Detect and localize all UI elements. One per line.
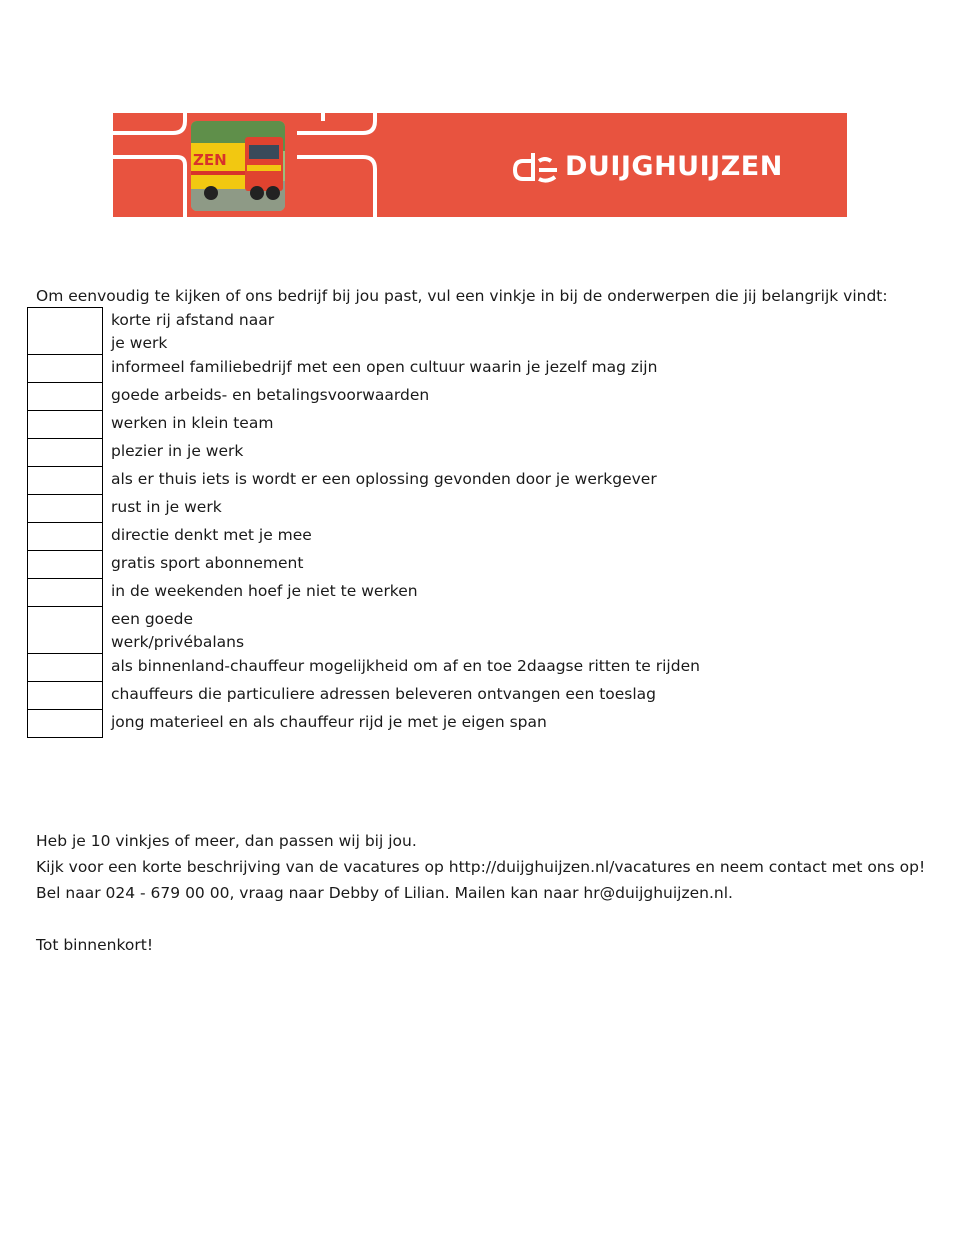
checklist-item — [27, 550, 700, 579]
checklist-item-label: goede arbeids- en betalingsvoorwaarden — [111, 386, 430, 404]
checklist-item-label: chauffeurs die particuliere adressen beleveren ontvangen een toeslag — [111, 685, 657, 703]
checklist-item-label: korte rij afstand naar je werk — [111, 311, 275, 352]
checklist-item — [27, 578, 700, 607]
footer-closing: Tot binnenkort! — [36, 936, 154, 954]
checkbox[interactable] — [27, 578, 103, 607]
truck-photo — [191, 121, 285, 211]
checklist-item — [27, 522, 700, 551]
footer-spacer — [36, 906, 925, 932]
checklist-item-label: in de weekenden hoef je niet te werken — [111, 582, 418, 600]
checkbox[interactable] — [27, 410, 103, 439]
checklist-item — [27, 681, 700, 710]
checklist-item-label: plezier in je werk — [111, 442, 244, 460]
logo-wordmark: DUIJGHUIJZEN — [565, 150, 783, 182]
checklist-item-label: als binnenland-chauffeur mogelijkheid om af en toe 2daagse ritten te rijden — [111, 657, 700, 675]
footer-line-contact: Bel naar 024 - 679 00 00, vraag naar Debby of Lilian. Mailen kan naar hr@duijghuijzen.nl. — [36, 884, 733, 902]
checklist-item-label: jong materieel en als chauffeur rijd je met je eigen span — [111, 713, 547, 731]
checkbox[interactable] — [27, 438, 103, 467]
checkbox[interactable] — [27, 653, 103, 682]
checklist-item — [27, 410, 700, 439]
checkbox[interactable] — [27, 606, 103, 654]
checkbox[interactable] — [27, 550, 103, 579]
checklist-item — [27, 709, 700, 738]
checkbox[interactable] — [27, 494, 103, 523]
checklist-item-label: directie denkt met je mee — [111, 526, 312, 544]
checklist-item-label: informeel familiebedrijf met een open cultuur waarin je jezelf mag zijn — [111, 358, 658, 376]
footer-text — [36, 828, 925, 958]
checklist — [27, 307, 700, 737]
checkbox[interactable] — [27, 354, 103, 383]
checklist-item — [27, 494, 700, 523]
checklist-item-label: gratis sport abonnement — [111, 554, 304, 572]
checklist-item-label: werken in klein team — [111, 414, 274, 432]
checkbox[interactable] — [27, 709, 103, 738]
checklist-item-label: als er thuis iets is wordt er een oplossing gevonden door je werkgever — [111, 470, 657, 488]
checkbox[interactable] — [27, 307, 103, 355]
checkbox[interactable] — [27, 522, 103, 551]
truck-photo-text: ZEN — [193, 151, 227, 169]
checkbox[interactable] — [27, 681, 103, 710]
header-banner — [113, 113, 847, 217]
footer-line-threshold: Heb je 10 vinkjes of meer, dan passen wij bij jou. — [36, 832, 417, 850]
footer-line-vacatures: Kijk voor een korte beschrijving van de vacatures op http://duijghuijzen.nl/vacatures en neem contact met ons op! — [36, 858, 926, 876]
checkbox[interactable] — [27, 382, 103, 411]
checklist-item — [27, 382, 700, 411]
checklist-item — [27, 606, 700, 654]
checklist-item — [27, 653, 700, 682]
checklist-item — [27, 307, 700, 355]
checklist-item-label: rust in je werk — [111, 498, 222, 516]
checklist-item-label: een goede werk/privébalans — [111, 610, 245, 651]
checklist-item — [27, 438, 700, 467]
logo-mark-icon — [511, 149, 559, 183]
checklist-item — [27, 466, 700, 495]
company-logo — [511, 141, 783, 191]
intro-text: Om eenvoudig te kijken of ons bedrijf bij jou past, vul een vinkje in bij de onderwerpen die jij belangrijk vindt: — [36, 287, 888, 305]
checklist-item — [27, 354, 700, 383]
checkbox[interactable] — [27, 466, 103, 495]
